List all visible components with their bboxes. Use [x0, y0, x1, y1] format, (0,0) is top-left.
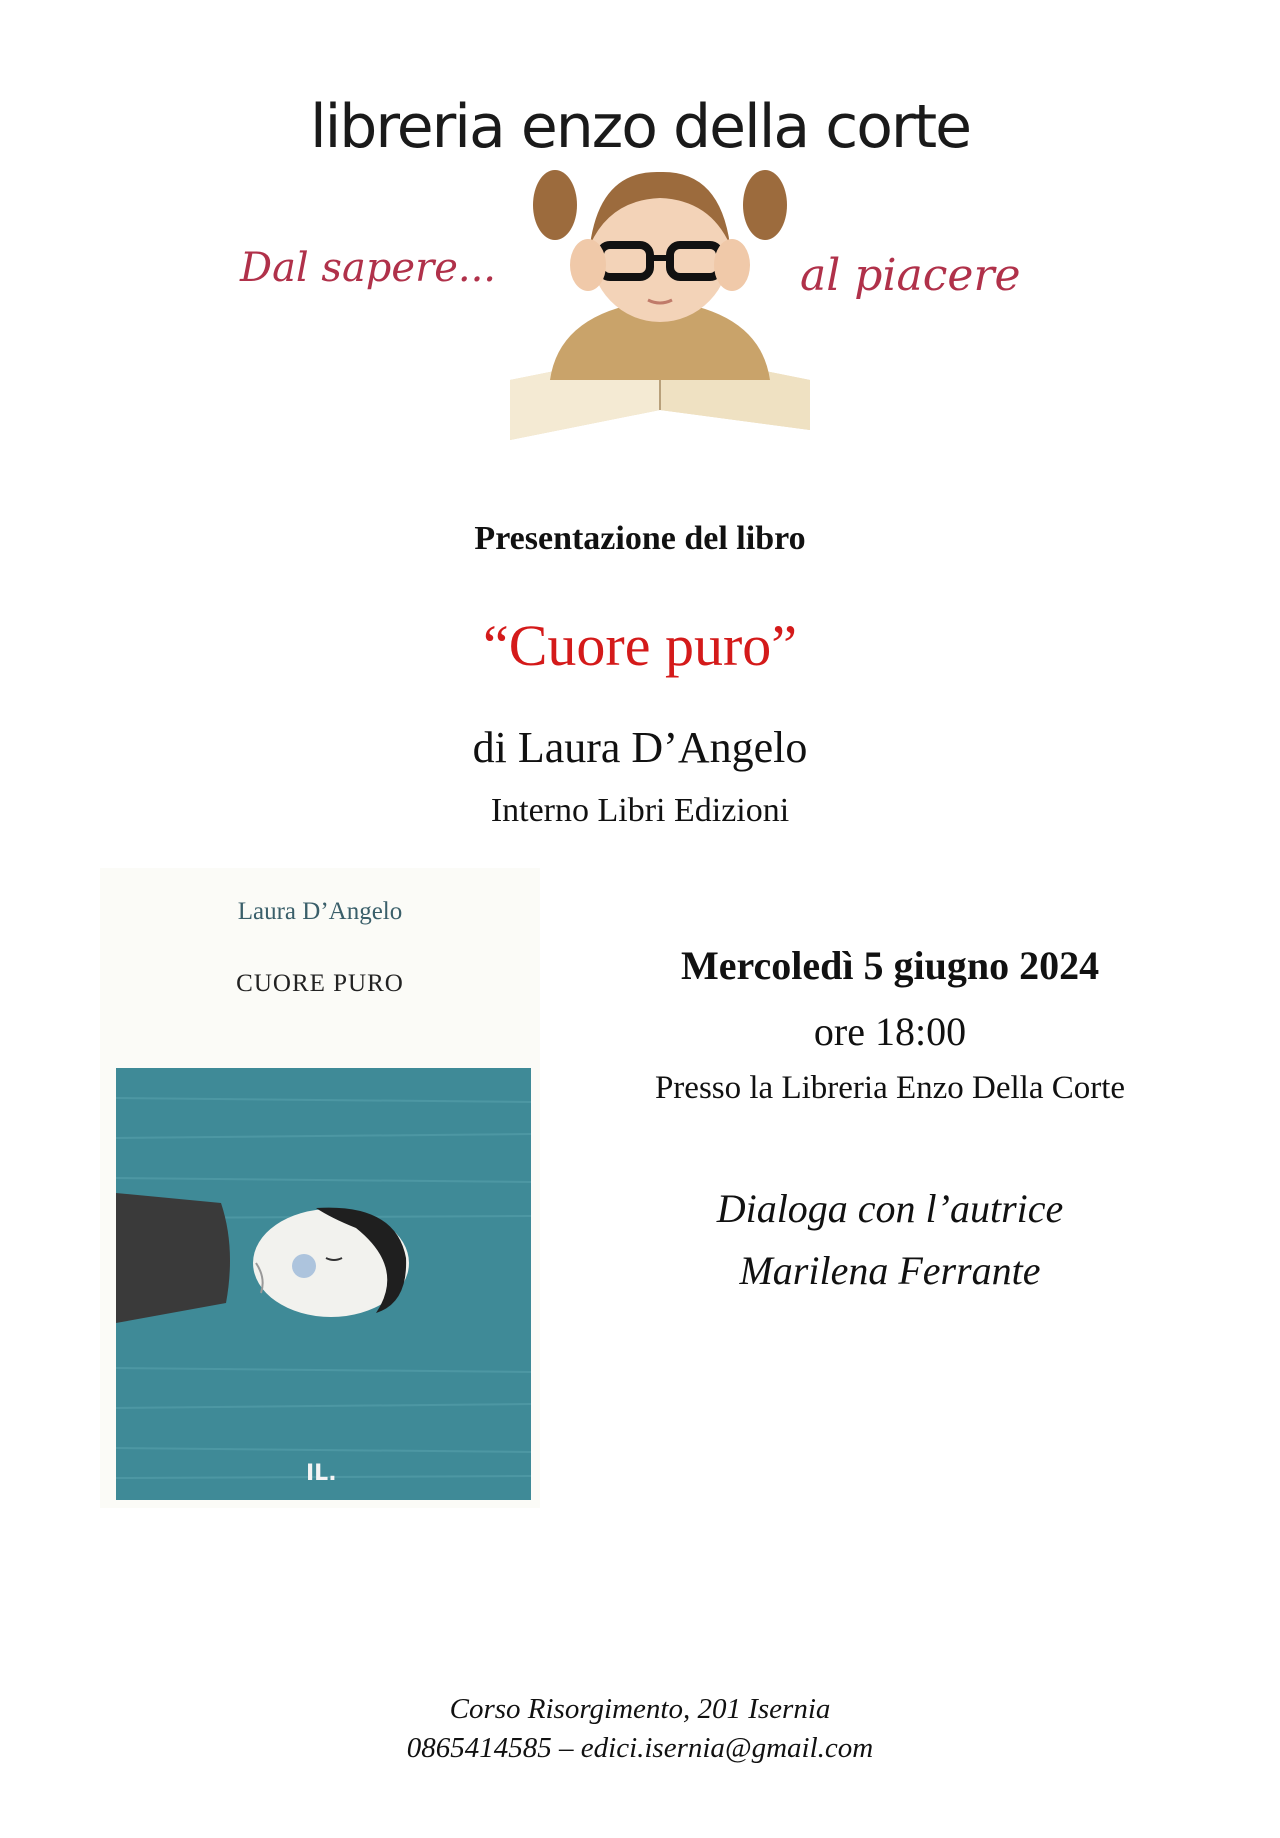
- publisher: Interno Libri Edizioni: [490, 792, 790, 829]
- footer-contact: 0865414585 – edici.isernia@gmail.com: [406, 1732, 874, 1764]
- event-date: Mercoledì 5 giugno 2024: [680, 943, 1100, 988]
- store-logo-title: libreria enzo della corte: [309, 92, 971, 162]
- event-time: ore 18:00: [813, 1009, 967, 1054]
- cover-publisher-mark: IL.: [306, 1461, 337, 1486]
- cover-artwork: [116, 1068, 531, 1500]
- child-reading-illustration: [470, 150, 850, 460]
- book-cover: [100, 868, 540, 1508]
- cover-author: Laura D’Angelo: [237, 898, 403, 925]
- author-line: di Laura D’Angelo: [472, 723, 808, 772]
- dialogue-intro: Dialoga con l’autrice: [716, 1186, 1064, 1231]
- event-place: Presso la Libreria Enzo Della Corte: [654, 1070, 1126, 1106]
- moderator-name: Marilena Ferrante: [739, 1248, 1041, 1293]
- tagline-right: al piacere: [800, 250, 1021, 301]
- presentation-heading: Presentazione del libro: [474, 520, 806, 557]
- book-title: “Cuore puro”: [482, 613, 798, 678]
- cover-title: CUORE PURO: [236, 970, 404, 997]
- footer-address: Corso Risorgimento, 201 Isernia: [449, 1693, 831, 1725]
- tagline-left: Dal sapere...: [240, 245, 497, 291]
